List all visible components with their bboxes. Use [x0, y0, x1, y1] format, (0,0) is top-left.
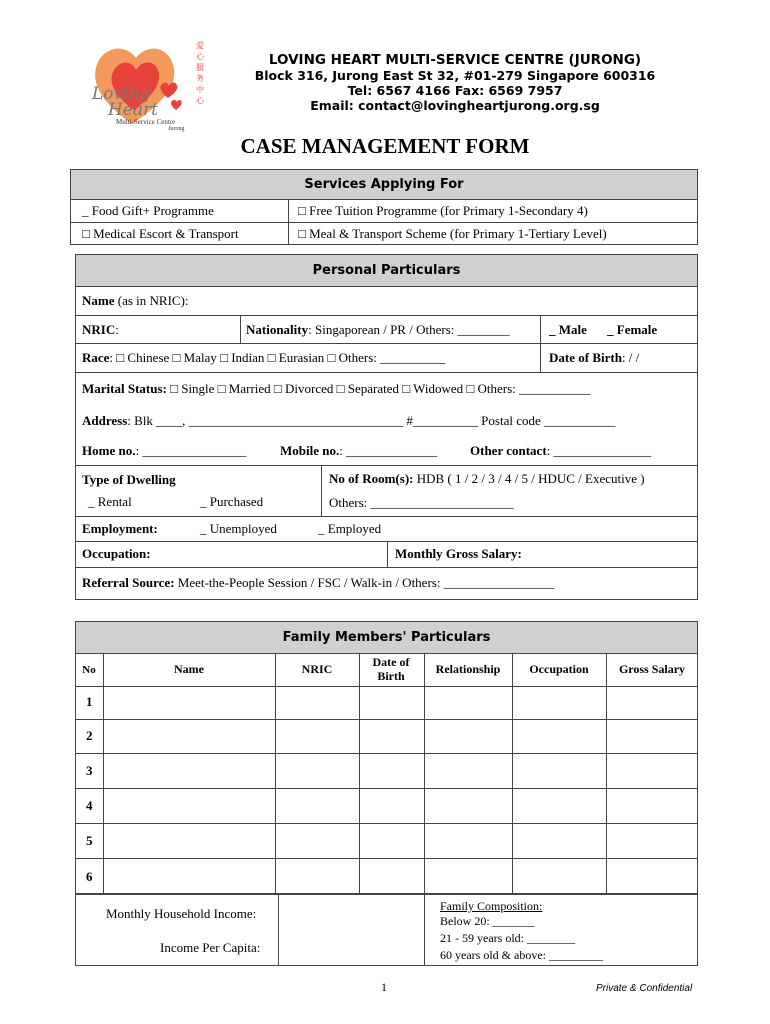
dwelling-rental[interactable]: _ Rental: [88, 494, 132, 509]
org-phone: Tel: 6567 4166 Fax: 6569 7957: [347, 83, 563, 98]
mobile-text: : ______________: [339, 443, 438, 458]
row-number: 5: [86, 833, 93, 848]
service-free-tuition[interactable]: □ Free Tuition Programme (for Primary 1-Secondary 4): [298, 203, 588, 218]
dob-label: Date of Birth: [549, 350, 622, 365]
col-nric: NRIC: [301, 662, 333, 676]
name-note: (as in NRIC):: [114, 293, 189, 308]
col-dob: Date of Birth: [372, 655, 410, 683]
name-row[interactable]: [82, 293, 189, 309]
org-address: Block 316, Jurong East St 32, #01-279 Singapore 600316: [254, 68, 656, 83]
gender-female[interactable]: _ Female: [607, 322, 658, 337]
mobile-label: Mobile no.: [280, 443, 340, 458]
rooms-label: No of Room(s):: [329, 471, 414, 486]
race-field[interactable]: [82, 350, 445, 366]
family-row-cells[interactable]: [104, 687, 697, 893]
col-occupation: Occupation: [529, 662, 589, 676]
row-number: 6: [86, 869, 93, 884]
composition-below20[interactable]: Below 20: _______: [440, 914, 535, 928]
home-no-field[interactable]: [82, 443, 246, 459]
logo-subtitle-2: Jurong: [168, 126, 185, 132]
salary-label[interactable]: Monthly Gross Salary:: [395, 546, 522, 561]
composition-21-59[interactable]: 21 - 59 years old: ________: [440, 931, 575, 945]
dwelling-label: Type of Dwelling: [82, 472, 176, 487]
dwelling-others[interactable]: Others: ______________________: [329, 495, 514, 510]
occupation-label[interactable]: Occupation:: [82, 546, 151, 561]
name-label: Name: [82, 293, 115, 308]
composition-60-above[interactable]: 60 years old & above: _________: [440, 948, 603, 962]
dob-field[interactable]: [549, 350, 639, 366]
logo-script-loving: Loving: [92, 84, 151, 104]
nationality-field[interactable]: [246, 322, 510, 338]
employment-label: Employment:: [82, 521, 158, 536]
mobile-no-field[interactable]: [280, 443, 437, 459]
confidential-note: Private & Confidential: [596, 983, 693, 994]
logo-chinese: 爱心服务中心: [196, 41, 204, 105]
gender-male[interactable]: _ Male: [549, 322, 587, 337]
other-contact-label: Other contact: [470, 443, 547, 458]
address-text: : Blk ____, _________________________________ #__________ Postal code ___________: [127, 413, 616, 428]
row-number: 3: [86, 763, 93, 778]
marital-text: □ Single □ Married □ Divorced □ Separated □ Widowed □ Others: ___________: [166, 381, 591, 396]
service-medical-escort[interactable]: □ Medical Escort & Transport: [82, 226, 239, 241]
service-meal-transport[interactable]: □ Meal & Transport Scheme (for Primary 1-Tertiary Level): [298, 226, 607, 241]
col-gross-salary: Gross Salary: [618, 662, 686, 676]
nric-field[interactable]: [82, 322, 119, 338]
nationality-text: : Singaporean / PR / Others: ________: [308, 322, 510, 337]
referral-field[interactable]: [82, 575, 554, 591]
household-income-label: Monthly Household Income:: [106, 906, 257, 921]
per-capita-label: Income Per Capita:: [160, 940, 261, 955]
nric-label: NRIC: [82, 322, 116, 337]
marital-field[interactable]: [82, 381, 591, 397]
referral-label: Referral Source:: [82, 575, 175, 590]
address-field[interactable]: [82, 413, 616, 429]
household-income-input[interactable]: [279, 895, 423, 965]
personal-title: Personal Particulars: [312, 263, 461, 278]
composition-title: Family Composition:: [440, 899, 543, 913]
nric-colon: :: [115, 322, 119, 337]
logo-subtitle: Multi-Service Centre: [116, 118, 176, 126]
employment-employed[interactable]: _ Employed: [318, 521, 382, 536]
race-text: : □ Chinese □ Malay □ Indian □ Eurasian □ Others: __________: [109, 350, 446, 365]
org-name: LOVING HEART MULTI-SERVICE CENTRE (JURONG): [268, 52, 642, 68]
employment-unemployed[interactable]: _ Unemployed: [200, 521, 277, 536]
home-label: Home no.: [82, 443, 136, 458]
form-title: CASE MANAGEMENT FORM: [240, 134, 530, 158]
logo-script-heart: Heart: [108, 100, 158, 120]
service-food-gift[interactable]: _ Food Gift+ Programme: [82, 203, 214, 218]
col-relationship: Relationship: [435, 662, 501, 676]
family-title: Family Members' Particulars: [282, 630, 491, 645]
marital-label: Marital Status:: [82, 381, 167, 396]
nationality-label: Nationality: [246, 322, 309, 337]
row-number: 4: [86, 798, 93, 813]
page-number: 1: [381, 980, 387, 994]
dwelling-purchased[interactable]: _ Purchased: [200, 494, 264, 509]
row-number: 1: [86, 694, 93, 709]
other-contact-text: : _______________: [546, 443, 652, 458]
race-label: Race: [82, 350, 110, 365]
dob-text: : / /: [621, 350, 640, 365]
home-text: : ________________: [135, 443, 247, 458]
col-name: Name: [174, 662, 204, 676]
rooms-text: HDB ( 1 / 2 / 3 / 4 / 5 / HDUC / Executive ): [413, 471, 645, 486]
address-label: Address: [82, 413, 128, 428]
services-title: Services Applying For: [304, 177, 464, 192]
other-contact-field[interactable]: [470, 443, 651, 459]
row-number: 2: [86, 728, 93, 743]
col-no: No: [82, 664, 96, 676]
referral-text: Meet-the-People Session / FSC / Walk-in / Others: _________________: [174, 575, 555, 590]
rooms-field[interactable]: [329, 471, 645, 487]
org-email: Email: contact@lovingheartjurong.org.sg: [310, 98, 600, 113]
